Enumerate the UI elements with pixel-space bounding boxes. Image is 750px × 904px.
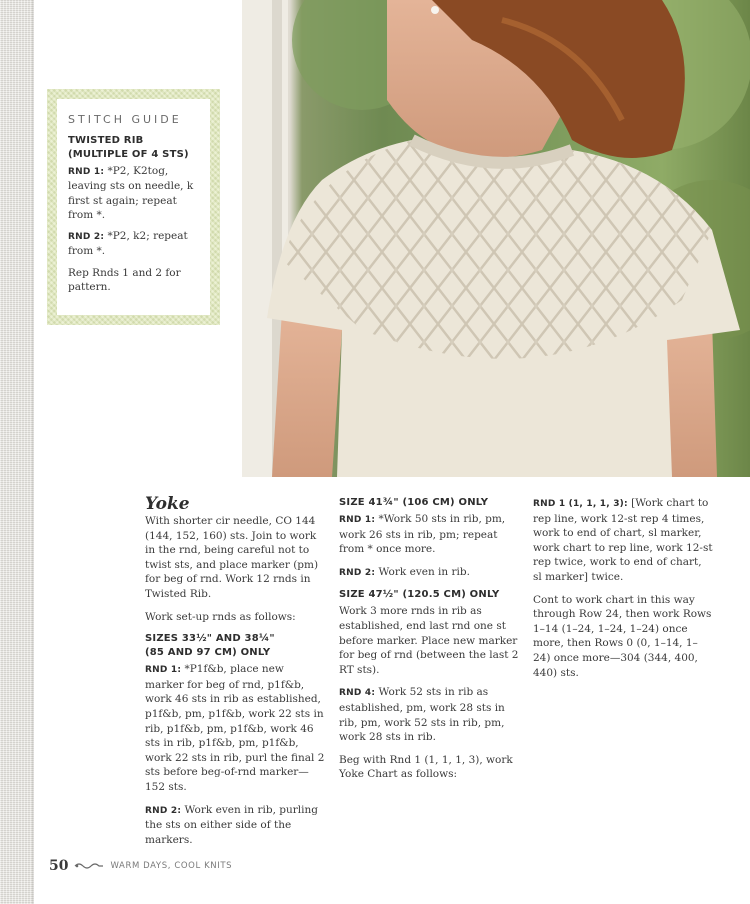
size-41-heading: SIZE 41¾" (106 CM) ONLY (339, 497, 489, 508)
size-47-heading: SIZE 47½" (120.5 CM) ONLY (339, 589, 500, 601)
yoke-intro: With shorter cir needle, CO 144 (144, 152, 160) sts. Join to work in the rnd, being careful not to twist sts, and place marker (pm) for beg of rnd. Work 12 rnds in Twisted Rib. (145, 515, 319, 600)
sizes-rnd1 (145, 662, 325, 794)
twisted-rib-heading (68, 134, 200, 162)
flourish-icon (74, 861, 104, 871)
rnd-label: RND 1: (145, 665, 182, 676)
stitch-guide-box (47, 89, 220, 325)
rnd-text: Work even in rib. (375, 565, 470, 578)
rnd-label: RND 4: (339, 688, 376, 699)
rnd-label: RND 2: (339, 567, 376, 578)
rnd-text: [Work chart to rep line, work 12-st rep 4 times, work to end of chart, sl marker, work chart to rep line, work 12-st rep twice, work to end of chart, sl marker] twice. (533, 497, 713, 583)
stitch-guide-panel (57, 99, 210, 315)
stitch-guide-rnd2 (68, 229, 200, 259)
size-41-rnd2 (339, 565, 519, 581)
stitch-guide-title: STITCH GUIDE (68, 113, 182, 126)
rnd-text: *Work 50 sts in rib, pm, work 26 sts in rib, pm; repeat from * once more. (339, 513, 506, 556)
rnd-text: Work 52 sts in rib as established, pm, work 28 sts in rib, pm, work 52 sts in rib, pm, work 28 sts in rib. (339, 686, 505, 744)
sizes-heading-line1: SIZES 33½" AND 38¼" (145, 633, 275, 645)
rnd-text: *P2, K2tog, leaving sts on needle, k first st again; repeat from *. (68, 165, 194, 221)
size-41-rnd1 (339, 512, 519, 557)
page-footer (49, 856, 232, 876)
sweater-photo (242, 0, 750, 477)
rnd-text: *P2, k2; repeat from *. (68, 230, 188, 258)
twisted-rib-heading-line1: TWISTED RIB (68, 135, 144, 146)
rnd-label: RND 2: (68, 232, 105, 243)
linen-texture-strip (0, 0, 34, 904)
yoke-heading: Yoke (145, 494, 190, 514)
sizes-heading-line2: (85 AND 97 CM) ONLY (145, 647, 271, 659)
rnd-label: RND 2: (145, 805, 182, 816)
setup-text: Work set-up rnds as follows: (145, 610, 296, 623)
rnd-label: RND 1 (1, 1, 1, 3): (533, 499, 628, 509)
chart-continue: Cont to work chart in this way through Row 24, then work Rows 1–14 (1–24, 1–24, 1–24) once more, then Rows 0 (0, 1–14, 1–24) once more—304 (344, 400, 440) sts. (533, 593, 712, 679)
rnd-label: RND 1: (68, 167, 105, 177)
sizes-rnd2 (145, 803, 325, 848)
size-47-rnd4 (339, 685, 519, 744)
rnd-text: *P1f&b, place new marker for beg of rnd, p1f&b, work 46 sts in rib as established, p1f&b, pm, p1f&b, work 22 sts in rib, p1f&b, pm, p1f&b, work 46 sts in rib, p1f&b, pm, p1f&b, work 22 sts in rib, purl the final 2 sts before beg-of-rnd marker—152 sts. (145, 663, 325, 793)
rnd-text: Work even in rib, purling the sts on either side of the markers. (145, 803, 318, 846)
page-number: 50 (49, 858, 69, 874)
twisted-rib-heading-line2: (MULTIPLE OF 4 STS) (68, 149, 189, 160)
rnd-label: RND 1: (339, 515, 376, 525)
stitch-guide-rnd1 (68, 164, 200, 222)
column-1 (145, 496, 325, 855)
sizes-heading (145, 632, 325, 660)
book-title: WARM DAYS, COOL KNITS (110, 861, 233, 871)
column-2 (339, 496, 519, 790)
stitch-guide-repeat: Rep Rnds 1 and 2 for pattern. (68, 266, 181, 294)
chart-rnd1 (533, 496, 713, 585)
size-47-text: Work 3 more rnds in rib as established, end last rnd one st before marker. Place new marker for beg of rnd (between the last 2 RT sts). (339, 605, 519, 676)
column-3 (533, 496, 713, 688)
chart-intro: Beg with Rnd 1 (1, 1, 1, 3), work Yoke Chart as follows: (339, 753, 513, 781)
